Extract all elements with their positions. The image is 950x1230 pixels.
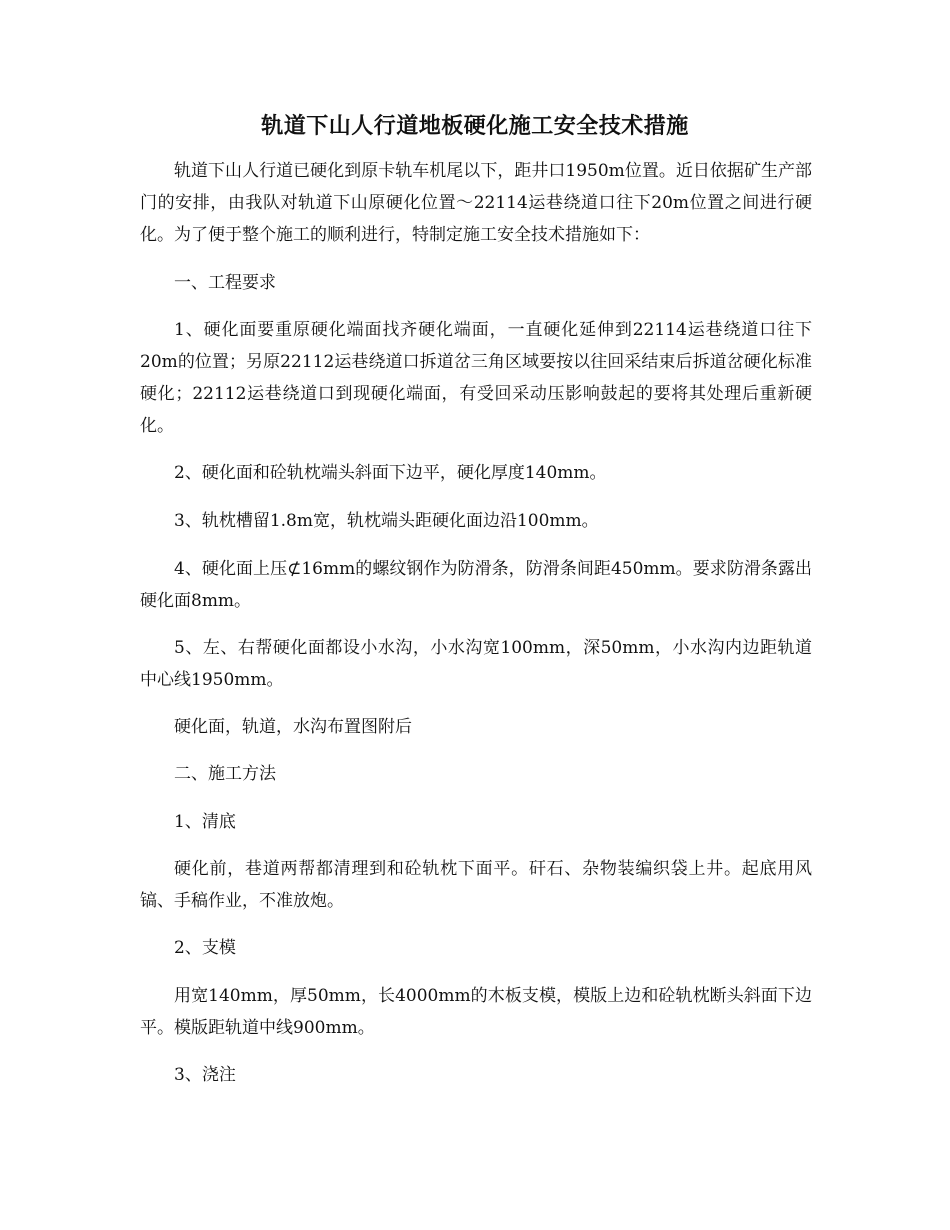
method-step-1-heading: 1、清底 [174,812,236,832]
requirement-item-2: 2、硬化面和砼轨枕端头斜面下边平，硬化厚度140mm。 [174,463,607,483]
method-step-2-heading: 2、支模 [174,938,236,958]
requirement-item-5: 5、左、右帮硬化面都设小水沟，小水沟宽100mm，深50mm，小水沟内边距轨道中心线1950mm。 [140,638,812,690]
method-step-2-text: 用宽140mm，厚50mm，长4000mm的木板支模，模版上边和砼轨枕断头斜面下边平。模版距轨道中线900mm。 [140,986,812,1038]
layout-note: 硬化面，轨道，水沟布置图附后 [174,717,412,737]
section-heading-requirements: 一、工程要求 [174,273,276,293]
section-heading-method: 二、施工方法 [174,764,276,784]
requirement-item-1: 1、硬化面要重原硬化端面找齐硬化端面，一直硬化延伸到22114运巷绕道口往下20m的位置；另原22112运巷绕道口拆道岔三角区域要按以往回采结束后拆道岔硬化标准硬化；22112运巷绕道口到现硬化端面，有受回采动压影响鼓起的要将其处理后重新硬化。 [140,320,812,436]
document-title: 轨道下山人行道地板硬化施工安全技术措施 [261,114,689,139]
requirement-item-3: 3、轨枕槽留1.8m宽，轨枕端头距硬化面边沿100mm。 [174,511,599,531]
method-step-1-text: 硬化前，巷道两帮都清理到和砼轨枕下面平。矸石、杂物装编织袋上井。起底用风镐、手稿作业，不准放炮。 [140,859,812,911]
paragraph-intro: 轨道下山人行道已硬化到原卡轨车机尾以下，距井口1950m位置。近日依据矿生产部门的安排，由我队对轨道下山原硬化位置～22114运巷绕道口往下20m位置之间进行硬化。为了便于整个施工的顺利进行，特制定施工安全技术措施如下： [140,161,812,245]
requirement-item-4: 4、硬化面上压⊄16mm的螺纹钢作为防滑条，防滑条间距450mm。要求防滑条露出硬化面8mm。 [140,559,812,611]
method-step-3-heading: 3、浇注 [174,1065,236,1085]
